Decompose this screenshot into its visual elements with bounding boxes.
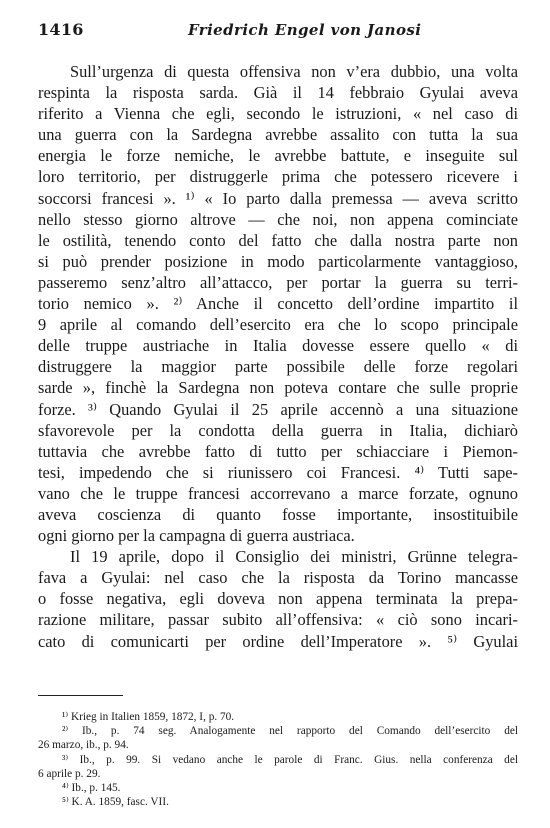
text-line: Il 19 aprile, dopo il Consiglio dei ministri, Grünne telegra-: [70, 547, 518, 567]
footnote-line: ²⁾ Ib., p. 74 seg. Analogamente nel rapporto del Comando dell’esercito del: [62, 725, 518, 738]
text-line: riferito a Vienna che egli, secondo le istruzioni, « nel caso di: [38, 104, 518, 124]
footnote-divider: [38, 695, 123, 696]
text-line: ogni giorno per la campagna di guerra austriaca.: [38, 526, 355, 546]
text-line: loro territorio, per distruggerle prima che potessero ricevere i: [38, 167, 518, 187]
text-line: Sull’urgenza di questa offensiva non v’era dubbio, una volta: [70, 62, 518, 81]
page-number: 1416: [38, 20, 84, 39]
text-line: 9 aprile al comando dell’esercito era che lo scopo principale: [38, 315, 518, 335]
text-line: fava a Gyulai: nel caso che la risposta da Torino mancasse: [38, 568, 518, 588]
text-line: nello stesso giorno altrove — che noi, non appena cominciate: [38, 209, 518, 229]
page-header: [38, 20, 520, 42]
text-line: aveva coscienza di quanto fosse importante, insostituibile: [38, 504, 518, 524]
text-line: distruggere la maggior parte possibile delle forze regolari: [38, 357, 518, 377]
text-line: respinta la risposta sarda. Già il 14 febbraio Gyulai aveva: [38, 83, 518, 103]
text-line: torio nemico ». ²⁾ Anche il concetto dell’ordine impartito il: [38, 294, 518, 314]
text-line: le ostilità, tenendo conto del fatto che dalla nostra parte non: [38, 230, 518, 250]
footnote-line: 6 aprile p. 29.: [38, 767, 101, 780]
text-line: una guerra con la Sardegna avrebbe assalito con tutta la sua: [38, 125, 518, 145]
footnote-line: ⁵⁾ K. A. 1859, fasc. VII.: [62, 796, 169, 809]
text-line: o fosse negativa, egli doveva non appena terminata la prepa-: [38, 589, 518, 609]
text-line: delle truppe austriache in Italia dovesse essere quello « di: [38, 336, 518, 356]
text-line: cato di comunicarti per ordine dell’Imperatore ». ⁵⁾ Gyulai: [38, 631, 518, 651]
text-line: passeremo senz’altro all’attacco, per portar la guerra su terri-: [38, 272, 518, 292]
running-head: Friedrich Engel von Janosi: [188, 21, 422, 39]
text-line: forze. ³⁾ Quando Gyulai il 25 aprile accennò a una situazione: [38, 399, 518, 419]
text-line: tesi, impedendo che si riunissero coi Francesi. ⁴⁾ Tutti sape-: [38, 462, 518, 482]
text-line: sarde », finchè la Sardegna non poteva contare che sulle proprie: [38, 378, 518, 398]
text-line: energia le forze nemiche, le avrebbe battute, e inseguite sul: [38, 146, 518, 166]
text-line: razione militare, passar subito all’offensiva: « ciò sono incari-: [38, 610, 518, 630]
text-line: si può prender posizione in modo particolarmente vantaggioso,: [38, 251, 518, 271]
main-text: [38, 61, 518, 652]
footnote-line: ⁴⁾ Ib., p. 145.: [62, 781, 121, 794]
footnote-line: ³⁾ Ib., p. 99. Si vedano anche le parole di Franc. Gius. nella conferenza del: [62, 753, 518, 766]
footnotes: [38, 710, 518, 809]
text-line: sfavorevole per la condotta della guerra in Italia, dichiarò: [38, 420, 518, 440]
footnote-line: ¹⁾ Krieg in Italien 1859, 1872, I, p. 70.: [62, 711, 235, 723]
text-line: tuttavia che avrebbe fatto di tutto per schiacciare i Piemon-: [38, 441, 518, 461]
footnote-line: 26 marzo, ib., p. 94.: [38, 739, 129, 752]
text-line: soccorsi francesi ». ¹⁾ « Io parto dalla premessa — aveva scritto: [38, 188, 518, 208]
text-line: vano che le truppe francesi accorrevano a marce forzate, ognuno: [38, 483, 518, 503]
